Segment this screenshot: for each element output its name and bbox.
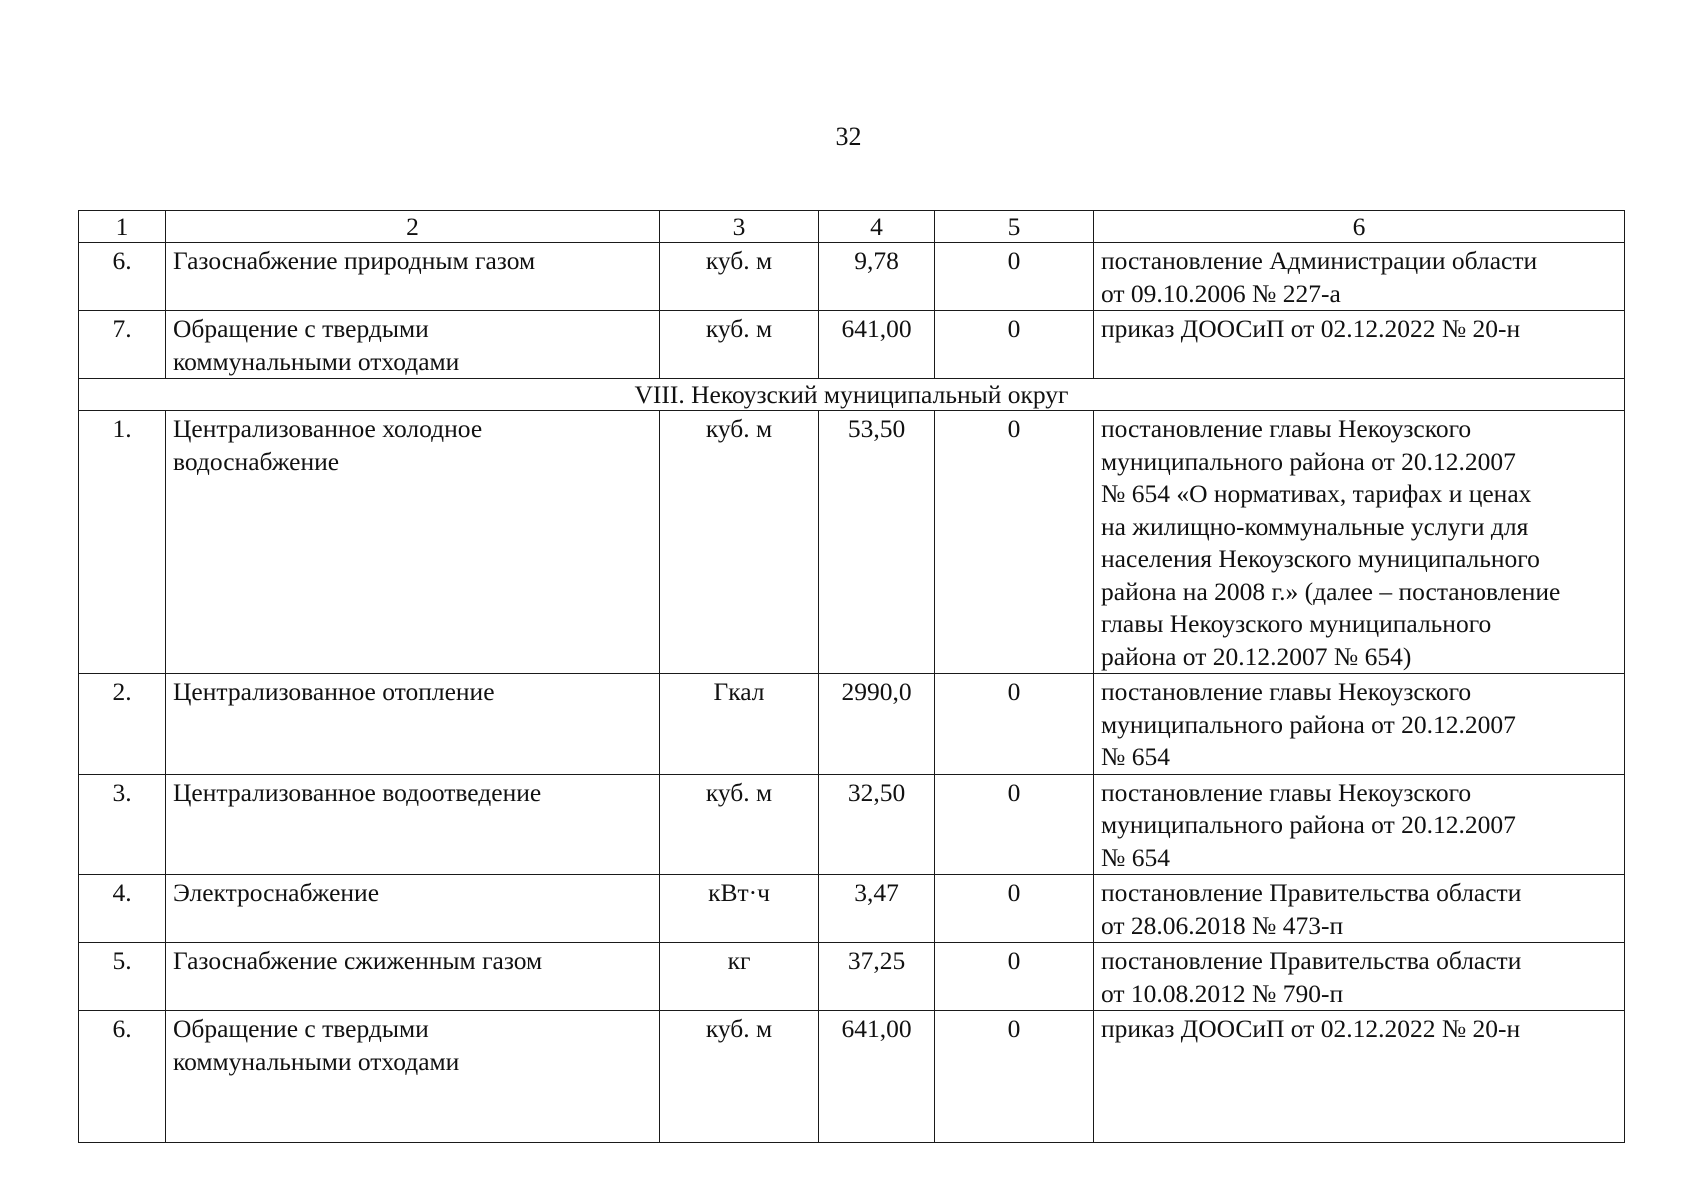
service-name-line: водоснабжение: [173, 446, 340, 476]
legal-basis-line: муниципального района от 20.12.2007: [1101, 446, 1516, 476]
table-row: [79, 943, 1625, 1011]
service-name-line: Централизованное холодное: [173, 414, 483, 443]
legal-basis-line: муниципального района от 20.12.2007: [1101, 709, 1516, 739]
legal-basis-line: от 28.06.2018 № 473-п: [1101, 910, 1344, 940]
table-row: [79, 311, 1625, 379]
value-cell: 2990,0: [819, 674, 935, 775]
service-name-line: Электроснабжение: [173, 878, 380, 907]
value-cell: 9,78: [819, 243, 935, 311]
header-cell: 4: [819, 211, 935, 243]
unit-cell: Гкал: [660, 674, 819, 775]
service-name-line: Обращение с твердыми: [173, 1014, 429, 1043]
service-name-line: Обращение с твердыми: [173, 314, 429, 343]
service-name: [166, 311, 660, 379]
col5-cell: 0: [935, 1011, 1094, 1143]
legal-basis-line: главы Некоузского муниципального: [1101, 609, 1492, 638]
legal-basis-line: населения Некоузского муниципального: [1101, 544, 1540, 573]
service-name-line: Газоснабжение природным газом: [173, 246, 536, 275]
row-number: 5.: [79, 943, 166, 1011]
header-cell: 5: [935, 211, 1094, 243]
legal-basis-line: приказ ДООСиП от 02.12.2022 № 20-н: [1101, 1014, 1521, 1043]
row-number: 1.: [79, 411, 166, 674]
row-number: 2.: [79, 674, 166, 775]
unit-cell: куб. м: [660, 774, 819, 875]
page-number: 32: [835, 122, 862, 151]
legal-basis-line: № 654 «О нормативах, тарифах и ценах: [1101, 479, 1532, 508]
col5-cell: 0: [935, 774, 1094, 875]
legal-basis-line: постановление главы Некоузского: [1101, 414, 1472, 443]
col5-cell: 0: [935, 943, 1094, 1011]
legal-basis-line: района от 20.12.2007 № 654): [1101, 641, 1412, 671]
table-row: [79, 243, 1625, 311]
legal-basis-line: постановление главы Некоузского: [1101, 677, 1472, 706]
legal-basis-line: от 10.08.2012 № 790-п: [1101, 978, 1344, 1008]
legal-basis: [1094, 311, 1625, 379]
unit-cell: куб. м: [660, 411, 819, 674]
value-cell: 53,50: [819, 411, 935, 674]
service-name-line: Централизованное водоотведение: [173, 777, 542, 807]
table-row: [79, 674, 1625, 775]
legal-basis-line: № 654: [1101, 842, 1170, 872]
service-name: [166, 674, 660, 775]
legal-basis: [1094, 1011, 1625, 1143]
value-cell: 3,47: [819, 875, 935, 943]
tariff-table: [78, 210, 1625, 1143]
legal-basis-line: постановление Правительства области: [1101, 946, 1522, 975]
col5-cell: 0: [935, 243, 1094, 311]
unit-cell: кг: [660, 943, 819, 1011]
service-name-line: коммунальными отходами: [173, 1046, 460, 1076]
service-name: [166, 943, 660, 1011]
table-body: [79, 211, 1625, 1143]
header-row: [79, 211, 1625, 243]
legal-basis: [1094, 674, 1625, 775]
table-row: [79, 875, 1625, 943]
service-name: [166, 243, 660, 311]
table-row: [79, 411, 1625, 674]
service-name-line: Централизованное отопление: [173, 677, 495, 706]
header-cell: 1: [79, 211, 166, 243]
section-title: VIII. Некоузский муниципальный округ: [79, 379, 1625, 411]
service-name-line: Газоснабжение сжиженным газом: [173, 946, 543, 975]
legal-basis-line: постановление главы Некоузского: [1101, 777, 1472, 807]
value-cell: 641,00: [819, 311, 935, 379]
legal-basis-line: постановление Правительства области: [1101, 878, 1522, 907]
row-number: 3.: [79, 774, 166, 875]
legal-basis: [1094, 875, 1625, 943]
legal-basis-line: приказ ДООСиП от 02.12.2022 № 20-н: [1101, 314, 1521, 343]
unit-cell: куб. м: [660, 243, 819, 311]
col5-cell: 0: [935, 875, 1094, 943]
legal-basis-line: от 09.10.2006 № 227-а: [1101, 278, 1341, 308]
table-row: [79, 774, 1625, 875]
unit-cell: куб. м: [660, 1011, 819, 1143]
header-cell: 3: [660, 211, 819, 243]
value-cell: 37,25: [819, 943, 935, 1011]
legal-basis-line: постановление Администрации области: [1101, 246, 1538, 275]
table-row: [79, 1011, 1625, 1143]
legal-basis: [1094, 243, 1625, 311]
section-row: [79, 379, 1625, 411]
row-number: 4.: [79, 875, 166, 943]
legal-basis-line: района на 2008 г.» (далее – постановление: [1101, 576, 1561, 606]
service-name: [166, 1011, 660, 1143]
col5-cell: 0: [935, 674, 1094, 775]
header-cell: 2: [166, 211, 660, 243]
unit-cell: кВт·ч: [660, 875, 819, 943]
header-cell: 6: [1094, 211, 1625, 243]
legal-basis: [1094, 411, 1625, 674]
value-cell: 32,50: [819, 774, 935, 875]
legal-basis: [1094, 774, 1625, 875]
legal-basis-line: № 654: [1101, 742, 1170, 771]
col5-cell: 0: [935, 311, 1094, 379]
col5-cell: 0: [935, 411, 1094, 674]
value-cell: 641,00: [819, 1011, 935, 1143]
row-number: 7.: [79, 311, 166, 379]
service-name: [166, 411, 660, 674]
row-number: 6.: [79, 1011, 166, 1143]
legal-basis: [1094, 943, 1625, 1011]
service-name: [166, 875, 660, 943]
unit-cell: куб. м: [660, 311, 819, 379]
legal-basis-line: на жилищно-коммунальные услуги для: [1101, 511, 1529, 541]
service-name: [166, 774, 660, 875]
row-number: 6.: [79, 243, 166, 311]
service-name-line: коммунальными отходами: [173, 346, 460, 376]
legal-basis-line: муниципального района от 20.12.2007: [1101, 810, 1516, 839]
